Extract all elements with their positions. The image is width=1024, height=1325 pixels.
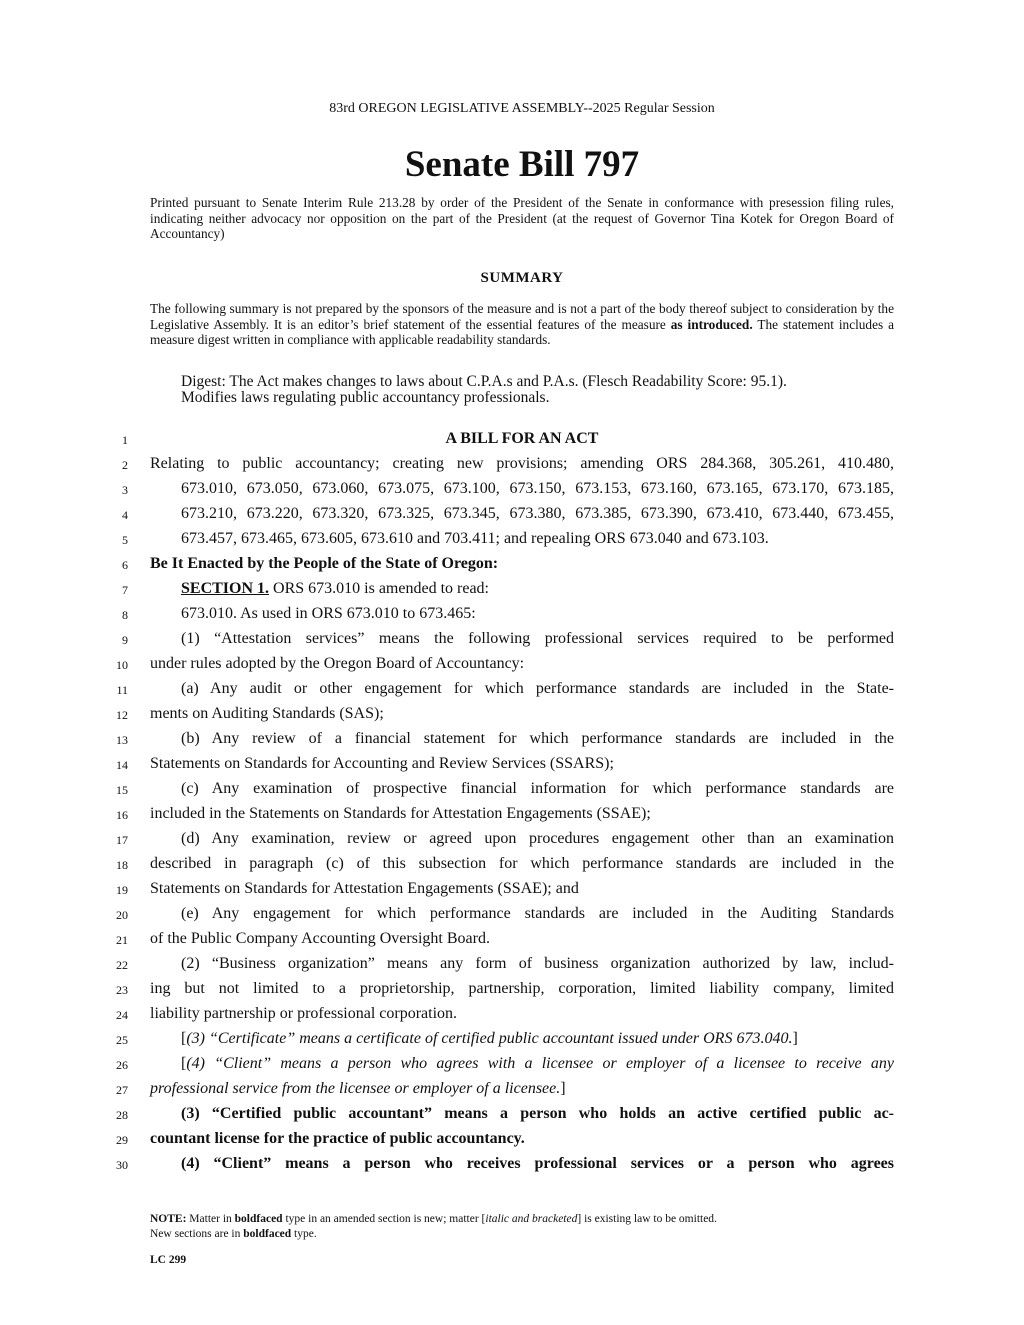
summary-text (150, 301, 894, 348)
deleted-text: (4) “Client” means a person who agrees with a licensee or employer of a licensee to receive any (186, 1055, 894, 1072)
bill-line-21: of the Public Company Accounting Oversight Board. (150, 930, 490, 947)
bill-line-26-deleted (150, 1055, 894, 1073)
bill-line-14: Statements on Standards for Accounting and Review Services (SSARS); (150, 755, 614, 772)
bill-line-13: (b) Any review of a financial statement for which performance standards are included in the (181, 730, 894, 747)
digest-line-2: Modifies laws regulating public accountancy professionals. (181, 389, 550, 406)
line-number: 11 (116, 683, 128, 697)
line-number: 12 (116, 708, 128, 722)
bill-line-30-new: (4) “Client” means a person who receives professional services or a person who agrees (181, 1155, 894, 1172)
bill-line-4: 673.210, 673.220, 673.320, 673.325, 673.345, 673.380, 673.385, 673.390, 673.410, 673.440, 673.455, (181, 505, 894, 522)
note-italic: italic and bracketed (485, 1213, 578, 1225)
line-number: 18 (116, 858, 128, 872)
note-line-1 (150, 1212, 894, 1227)
line-number: 26 (116, 1058, 128, 1072)
line-number: 19 (116, 883, 128, 897)
line-number: 17 (116, 833, 128, 847)
bill-line-10: under rules adopted by the Oregon Board of Accountancy: (150, 655, 525, 672)
note-text: ] is existing law to be omitted. (577, 1213, 717, 1225)
bill-line-29-new: countant license for the practice of public accountancy. (150, 1130, 525, 1147)
bill-line-28-new: (3) “Certified public accountant” means a person who holds an active certified public ac- (181, 1105, 894, 1122)
note-boldfaced: boldfaced (243, 1228, 292, 1240)
line-number: 7 (122, 583, 128, 597)
line-number: 8 (122, 608, 128, 622)
close-bracket: ] (560, 1080, 566, 1097)
line-number: 22 (116, 958, 128, 972)
bill-line-9: (1) “Attestation services” means the following professional services required to be performed (181, 630, 894, 647)
note-text: type. (291, 1228, 317, 1240)
line-number: 27 (116, 1083, 128, 1097)
note-text: New sections are in (150, 1228, 244, 1240)
printed-pursuant: Printed pursuant to Senate Interim Rule 213.28 by order of the President of the Senate in conformance with presession filing rules, indicating neither advocacy nor opposition on the part of the President (at the request of Governor Tina Kotek for Oregon Board of Accountancy) (150, 195, 894, 241)
line-number: 29 (116, 1133, 128, 1147)
line-number: 21 (116, 933, 128, 947)
line-number: 15 (116, 783, 128, 797)
line-number: 2 (122, 458, 128, 472)
bill-title: Senate Bill 797 (404, 144, 640, 185)
bill-line-16: included in the Statements on Standards for Attestation Engagements (SSAE); (150, 805, 651, 822)
digest-line-1: Digest: The Act makes changes to laws about C.P.A.s and P.A.s. (Flesch Readability Score: 95.1). (181, 373, 787, 390)
open-bracket: [ (181, 1030, 187, 1047)
note-label: NOTE: (150, 1213, 187, 1225)
summary-heading: SUMMARY (480, 270, 564, 286)
section-1-text: ORS 673.010 is amended to read: (269, 580, 489, 597)
bill-line-8: 673.010. As used in ORS 673.010 to 673.465: (181, 605, 476, 622)
bill-line-24: liability partnership or professional corporation. (150, 1005, 458, 1022)
close-bracket: ] (792, 1030, 798, 1047)
line-number: 6 (122, 558, 128, 572)
line-number: 10 (116, 658, 128, 672)
bill-line-17: (d) Any examination, review or agreed upon procedures engagement other than an examination (181, 830, 894, 847)
deleted-text: professional service from the licensee or employer of a licensee. (150, 1080, 561, 1097)
bill-line-12: ments on Auditing Standards (SAS); (150, 705, 384, 722)
bill-line-5: 673.457, 673.465, 673.605, 673.610 and 703.411; and repealing ORS 673.040 and 673.103. (181, 530, 769, 547)
line-number: 30 (116, 1158, 128, 1172)
digest (181, 374, 901, 406)
summary-text-part2: The statement includes a measure digest written in compliance with applicable readability standards. (150, 316, 894, 347)
bill-line-3: 673.010, 673.050, 673.060, 673.075, 673.100, 673.150, 673.153, 673.160, 673.165, 673.170, 673.185, (181, 480, 894, 497)
session-header: 83rd OREGON LEGISLATIVE ASSEMBLY--2025 Regular Session (329, 101, 715, 116)
bill-line-7 (150, 580, 894, 598)
lc-number: LC 299 (150, 1254, 187, 1266)
line-number: 3 (122, 483, 128, 497)
bill-line-19: Statements on Standards for Attestation Engagements (SSAE); and (150, 880, 579, 897)
line-number: 20 (116, 908, 128, 922)
deleted-text: (3) “Certificate” means a certificate of certified public accountant issued under ORS 673.040. (186, 1030, 793, 1047)
note-text: Matter in (186, 1213, 235, 1225)
bill-line-22: (2) “Business organization” means any form of business organization authorized by law, includ- (181, 955, 894, 972)
bill-for-an-act: A BILL FOR AN ACT (445, 430, 599, 447)
bill-line-23: ing but not limited to a proprietorship, partnership, corporation, limited liability company, limited (150, 980, 894, 997)
line-number: 28 (116, 1108, 128, 1122)
line-number: 1 (122, 433, 128, 447)
enacting-clause: Be It Enacted by the People of the State of Oregon: (150, 555, 499, 572)
bill-line-25-deleted (150, 1030, 894, 1048)
line-number: 23 (116, 983, 128, 997)
footer-note (150, 1212, 894, 1242)
line-number: 13 (116, 733, 128, 747)
bill-line-15: (c) Any examination of prospective financial information for which performance standards are (181, 780, 894, 797)
line-number: 16 (116, 808, 128, 822)
bill-line-18: described in paragraph (c) of this subsection for which performance standards are included in the (150, 855, 894, 872)
summary-text-part1: The following summary is not prepared by the sponsors of the measure and is not a part of the body thereof subject to consideration by the Legislative Assembly. It is an editor’s brief statement of the essential features of the measure (150, 301, 894, 332)
note-line-2 (150, 1227, 894, 1242)
open-bracket: [ (181, 1055, 187, 1072)
note-boldfaced: boldfaced (234, 1213, 283, 1225)
line-number: 25 (116, 1033, 128, 1047)
line-number: 24 (116, 1008, 128, 1022)
note-text: type in an amended section is new; matter [ (282, 1213, 486, 1225)
section-1-label: SECTION 1. (181, 580, 270, 597)
line-number: 14 (116, 758, 128, 772)
bill-line-20: (e) Any engagement for which performance standards are included in the Auditing Standards (181, 905, 894, 922)
bill-line-27-deleted (150, 1080, 894, 1098)
summary-as-introduced: as introduced. (670, 316, 753, 332)
bill-line-11: (a) Any audit or other engagement for which performance standards are included in the State- (181, 680, 894, 697)
line-number: 9 (122, 633, 128, 647)
bill-line-2: Relating to public accountancy; creating new provisions; amending ORS 284.368, 305.261, 410.480, (150, 455, 894, 472)
line-number: 5 (122, 533, 128, 547)
line-number: 4 (122, 508, 128, 522)
